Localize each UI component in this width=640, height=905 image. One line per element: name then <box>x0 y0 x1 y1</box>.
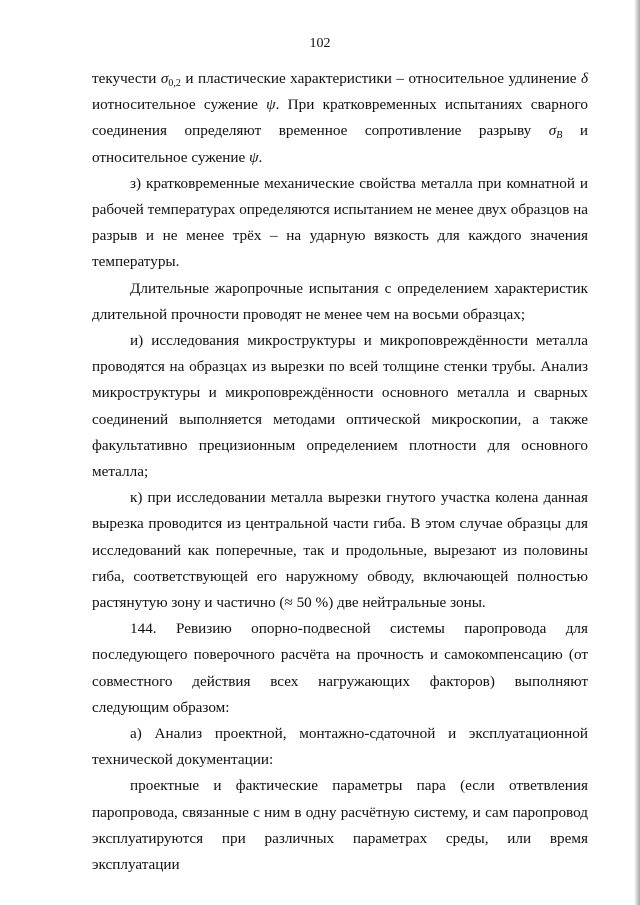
page-edge-shadow <box>634 0 640 905</box>
page-number: 102 <box>309 36 331 51</box>
paragraph-1: текучести $\sigma_{0,2}$ и пластические характеристики – относительное удлинение δ иотносительное сужение ψ. При кратковременных испытаниях сварного соединения определяют временное сопротивление разрыву $\sigma_B$ и относительное сужение ψ. <box>92 70 589 166</box>
paragraph-8: проектные и фактические параметры пара (если ответвления паропровода, связанные с ним в одну расчётную систему, и сам паропровод эксплуатируются при различных параметрах среды, или время эксплуатации <box>92 777 588 874</box>
paragraph-2: з) кратковременные механические свойства металла при комнатной и рабочей температурах определяются испытанием не менее двух образцов на разрыв и не менее трёх – на ударную вязкость для каждого значения температуры. <box>92 174 588 271</box>
paragraph-5: к) при исследовании металла вырезки гнутого участка колена данная вырезка проводится из центральной части гиба. В этом случае образцы для исследований как поперечные, так и продольные, вырезают из половины гиба, соответствующей его наружному обводу, включающей полностью растянутую зону и частично (≈ 50 %) две нейтральные зоны. <box>92 489 588 612</box>
body-text <box>92 66 588 878</box>
paragraph-6: 144. Ревизию опорно-подвесной системы паропровода для последующего поверочного расчёта на прочность и самокомпенсацию (от совместного действия всех нагружающих факторов) выполняют следующим образом: <box>92 620 588 716</box>
paragraph-3: Длительные жаропрочные испытания с определением характеристик длительной прочности проводят не менее чем на восьми образцах; <box>92 279 588 323</box>
paragraph-4: и) исследования микроструктуры и микроповреждённости металла проводятся на образцах из вырезки по всей толщине стенки трубы. Анализ микроструктуры и микроповреждённости основного металла и сварных соединений выполняется методами оптической микроскопии, а также факультативно прецизионным определением плотности для основного металла; <box>92 332 588 481</box>
paragraph-7: а) Анализ проектной, монтажно-сдаточной и эксплуатационной технической документации: <box>92 725 588 769</box>
